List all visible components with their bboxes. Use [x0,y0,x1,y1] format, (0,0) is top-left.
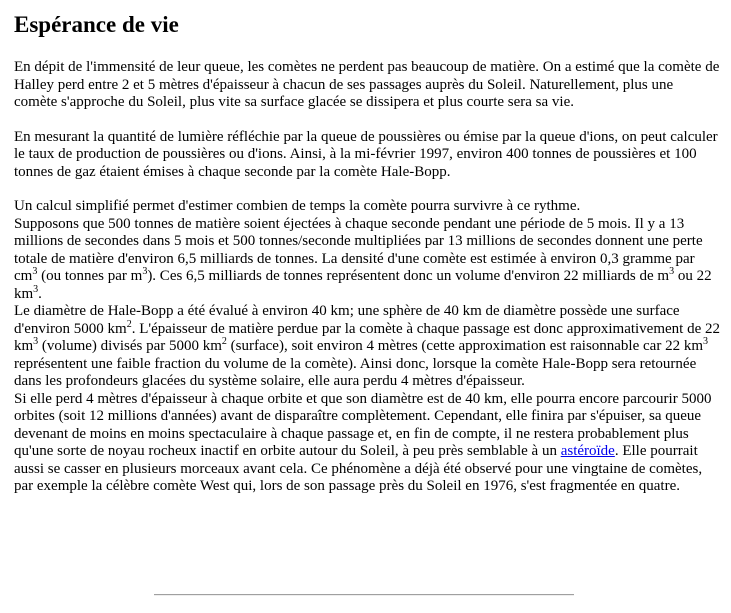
superscript: 3 [669,266,675,277]
asteroid-link[interactable]: astéroïde [560,443,615,459]
calc-thickness-text: Le diamètre de Hale-Bopp a été évalué à environ 40 km; une sphère de 40 km de diamètre possède une surface d'environ 5000 $km^2$. L'épaisseur de matière perdue par la comète à chaque passage est donc approximativement de 22 $km^3$ (volume) divisés par 5000 $km^2$ (surface), soit environ 4 mètres (cette approximation est raisonnable car 22 $km^3$ représentent une faible fraction du volume de la comète). Ainsi donc, lorsque la comète Hale-Bopp sera retournée dans les profondeurs glacées du système solaire, elle aura perdu 4 mètres d'épaisseur. [14,303,720,389]
superscript: 2 [126,318,132,330]
horizontal-rule [154,594,574,596]
paragraph-hale-bopp-production: En mesurant la quantité de lumière réfléchie par la queue de poussières ou émise par la queue d'ions, on peut calculer le taux de production de poussières ou d'ions. Ainsi, à la mi-février 1997, environ 400 tonnes de poussières et 100 tonnes de gaz étaient émises à chaque seconde par la comète Hale-Bopp. [14,128,718,180]
paragraph-comet-mass-loss: En dépit de l'immensité de leur queue, les comètes ne perdent pas beaucoup de matière. On a estimé que la comète de Halley perd entre 2 et 5 mètres d'épaisseur à chacun de ses passages auprès du Soleil. Naturellement, plus une comète s'approche du Soleil, plus vite sa surface glacée se dissipera et plus courte sera sa vie. [14,59,720,110]
page-title: Espérance de vie [14,12,179,37]
superscript: 3 [703,336,708,347]
calc-lifetime-text: Si elle perd 4 mètres d'épaisseur à chaque orbite et que son diamètre est de 40 km, elle pourra encore parcourir 5000 orbites (soit 12 millions d'années) avant de disparaître complètement. Cependant, elle finira par s'épuiser, sa queue devenant de moins en moins spectaculaire à chaque passage et, en fin de compte, il ne restera probablement plus qu'une sorte de noyau rocheux inactif en orbite autour du Soleil, à peu près semblable à un astéroïde. Elle pourrait aussi se casser en plusieurs morceaux avant cela. Ce phénomène a déjà été observé pour une vingtaine de comètes, par exemple la célèbre comète West qui, lors de son passage près du Soleil en 1976, s'est fragmentée en quatre. [14,390,712,494]
superscript: 3 [33,283,39,295]
superscript: 3 [142,266,148,277]
superscript: 3 [32,266,38,277]
calc-volume-text: Supposons que 500 tonnes de matière soient éjectées à chaque seconde pendant une période de 5 mois. Il y a 13 millions de secondes dans 5 mois et 500 tonnes/seconde multipliées par 13 millions de secondes donnent une perte totale de matière d'environ 6,5 milliards de tonnes. La densité d'une comète est estimée à environ 0,3 gramme par $cm^3$ (ou tonnes par $m^3$). Ces 6,5 milliards de tonnes représentent donc un volume d'environ 22 milliards de $m^3$ ou 22 $km^3$. [14,215,712,302]
superscript: 3 [33,336,39,347]
article-body [14,59,720,496]
paragraph-calculation [14,198,720,496]
calc-intro: Un calcul simplifié permet d'estimer combien de temps la comète pourra survivre à ce rythme. [14,198,581,214]
superscript: 2 [221,336,227,347]
